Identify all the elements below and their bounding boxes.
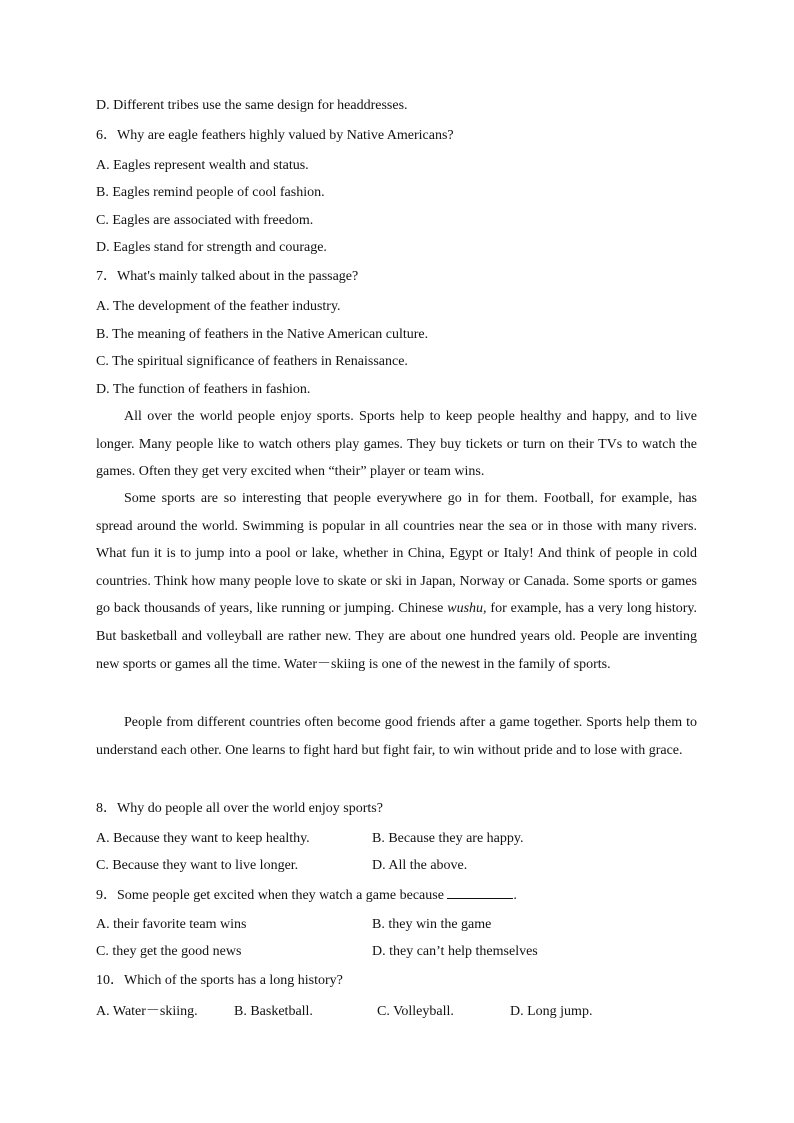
p2-text-before: Some sports are so interesting that people everywhere go in for them. Football, for example, has spread around the world. Swimming is popular in all countries near the sea or in those with many rivers. What fun it is to jump into a pool or lake, whether in China, Egypt or Italy! And think of people in cold countries. Think how many people love to skate or ski in Japan, Norway or Canada. Some sports or games go back thousands of years, like running or jumping. Chinese	[96, 491, 697, 617]
q8-option-b: B. Because they are happy.	[372, 831, 524, 846]
q6-option-d: D. Eagles stand for strength and courage.	[96, 240, 327, 255]
passage-paragraph-2	[96, 485, 697, 678]
q10-option-b: B. Basketball.	[234, 1004, 313, 1019]
q7-question: 7．What's mainly talked about in the passage?	[96, 269, 359, 284]
q6-option-a: A. Eagles represent wealth and status.	[96, 158, 309, 173]
q6-option-c: C. Eagles are associated with freedom.	[96, 213, 314, 228]
q6-option-b: B. Eagles remind people of cool fashion.	[96, 185, 325, 200]
q6-question: 6．Why are eagle feathers highly valued by Native Americans?	[96, 128, 454, 143]
q5-option-d: D. Different tribes use the same design for headdresses.	[96, 98, 408, 113]
q9-option-b: B. they win the game	[372, 917, 492, 932]
q7-option-b: B. The meaning of feathers in the Native American culture.	[96, 327, 429, 342]
q7-option-d: D. The function of feathers in fashion.	[96, 382, 311, 397]
q9-question-line	[96, 886, 517, 905]
q9-option-a: A. their favorite team wins	[96, 917, 247, 932]
q10-question: 10．Which of the sports has a long history?	[96, 973, 343, 988]
q9-option-d: D. they can’t help themselves	[372, 944, 538, 959]
passage-paragraph-2-text	[96, 485, 697, 678]
p2-italic-wushu: wushu,	[447, 601, 487, 617]
q10-option-a: A. Water－skiing.	[96, 1004, 198, 1019]
q8-option-c: C. Because they want to live longer.	[96, 858, 299, 873]
passage-paragraph-3	[96, 709, 697, 764]
q9-option-c: C. they get the good news	[96, 944, 242, 959]
q9-answer-blank	[447, 886, 513, 899]
q9-question-end: .	[513, 888, 517, 903]
q10-option-d: D. Long jump.	[510, 1004, 593, 1019]
q8-option-d: D. All the above.	[372, 858, 468, 873]
passage-paragraph-1-text: All over the world people enjoy sports. Sports help to keep people healthy and happy, and to live longer. Many people like to watch others play games. They buy tickets or turn on their TVs to watch the games. Often they get very excited when “their” player or team wins.	[96, 409, 697, 480]
q7-option-a: A. The development of the feather industry.	[96, 299, 341, 314]
passage-paragraph-1	[96, 403, 697, 486]
p2-text-after: for example, has a very long history. But basketball and volleyball are rather new. They are about one hundred years old. People are inventing new sports or games all the time. Water－skiing is one of the newest in the family of sports.	[96, 601, 697, 672]
q9-question: 9．Some people get excited when they watch a game because	[96, 888, 444, 903]
q10-option-c: C. Volleyball.	[377, 1004, 454, 1019]
q8-question: 8．Why do people all over the world enjoy sports?	[96, 801, 383, 816]
passage-paragraph-3-text: People from different countries often become good friends after a game together. Sports help them to understand each other. One learns to fight hard but fight fair, to win without pride and to lose with grace.	[96, 715, 697, 758]
q7-option-c: C. The spiritual significance of feathers in Renaissance.	[96, 354, 408, 369]
q8-option-a: A. Because they want to keep healthy.	[96, 831, 310, 846]
